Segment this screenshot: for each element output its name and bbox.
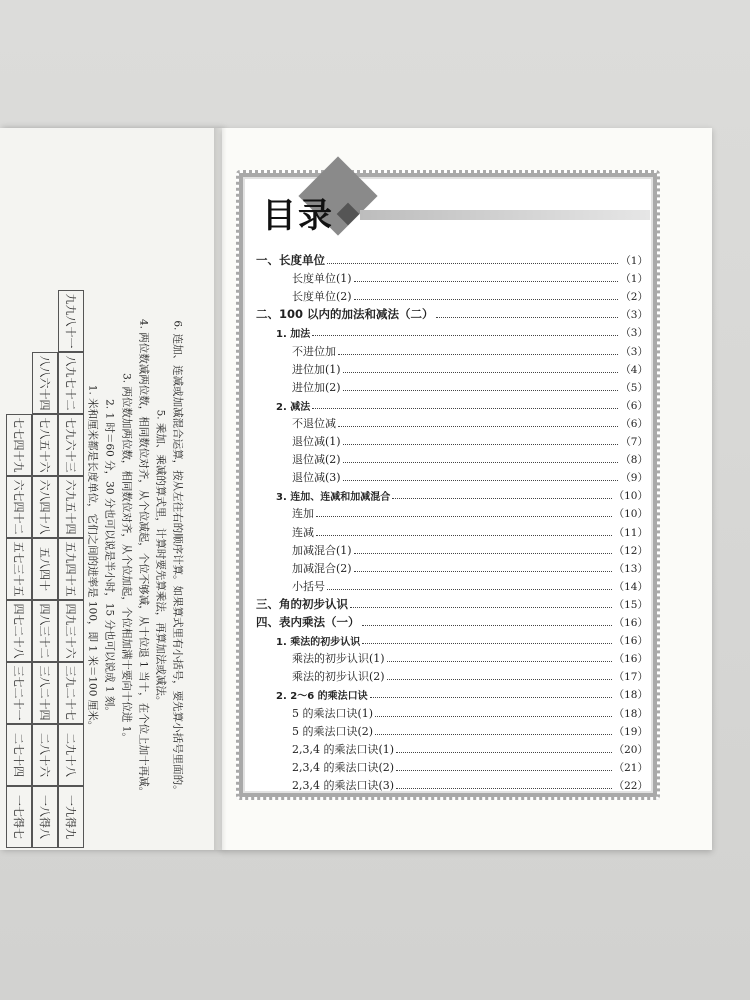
multiplication-cell [6,786,32,848]
multiplication-cell-text: 一八得八 [38,795,51,839]
toc-entry-label: 退位减(1) [292,435,341,448]
multiplication-cell [32,352,58,414]
toc-entry [292,411,648,431]
toc-title: 目录 [262,196,334,236]
toc-entry [256,610,648,630]
multiplication-cell-text: 二九十八 [64,733,77,777]
toc-entry [292,284,648,304]
toc-entry-page: （14） [613,580,648,593]
multiplication-cell-text: 五九四十五 [64,541,77,597]
toc-entry-label: 退位减(2) [292,453,341,467]
toc-leader-dots [354,552,612,554]
toc-entry-label: 2. 2～6 的乘法口诀 [276,691,368,703]
toc-entry [292,429,648,449]
toc-leader-dots [387,660,612,662]
toc-entry-label: 进位加(1) [292,362,341,376]
toc-entry-page: （1） [620,273,648,286]
toc-entry-page: （3） [620,327,648,340]
toc-entry [292,520,648,540]
toc-entry-label: 连加 [292,507,314,521]
toc-entry-page: （18） [613,707,648,720]
toc-leader-dots [343,443,619,445]
toc-entry [292,375,648,395]
toc-entry [292,646,648,666]
toc-entry-page: （3） [620,345,648,358]
toc-entry-page: （18） [613,689,648,702]
multiplication-cell-text: 四七二十八 [12,603,25,659]
toc-entry [276,483,648,503]
book-spine [214,128,232,850]
toc-leader-dots [436,316,619,318]
toc-entry-page: （10） [613,508,648,521]
toc-entry [276,682,648,702]
multiplication-cell-text: 五八四十 [38,547,51,591]
multiplication-cell [6,476,32,538]
toc-entry [292,447,648,467]
toc-entry-page: （3） [620,309,648,322]
multiplication-cell [32,414,58,476]
toc-leader-dots [316,515,612,517]
toc-entry-label: 连减 [292,525,314,539]
multiplication-cell [58,414,84,476]
summary-notes [86,278,196,838]
toc-leader-dots [375,733,612,735]
multiplication-cell [32,538,58,600]
toc-entry [292,501,648,521]
multiplication-cell-text: 四九三十六 [64,603,77,659]
summary-note [120,278,134,838]
multiplication-cell [6,414,32,476]
multiplication-cell-text: 三九二十七 [64,665,77,721]
toc-entry-label: 加减混合(1) [292,543,352,557]
multiplication-cell-text: 七八五十六 [38,417,51,473]
toc-leader-dots [392,497,611,499]
toc-entry-label: 乘法的初步认识(1) [292,652,385,666]
toc-entry-label: 1. 加法 [276,329,311,341]
toc-entry-page: （13） [613,562,648,575]
toc-entry-page: （9） [620,472,648,485]
toc-entry-label: 5 的乘法口诀(1) [292,706,374,720]
multiplication-cell-text: 二八十六 [38,733,51,777]
multiplication-cell-text: 八九七十二 [64,355,77,411]
toc-entry-page: （4） [620,363,648,376]
summary-note [137,278,151,838]
toc-leader-dots [396,769,612,771]
toc-entry [292,357,648,377]
toc-leader-dots [343,371,619,373]
toc-entry-page: （16） [613,635,648,648]
toc-entry-label: 乘法的初步认识(2) [292,670,385,684]
toc-leader-dots [387,678,612,680]
toc-entry-label: 不进位加 [292,344,336,358]
toc-entry [276,393,648,413]
toc-entry-page: （21） [613,761,648,774]
toc-entry [292,719,648,739]
toc-entry-page: （11） [613,526,648,539]
multiplication-cell-text: 五七三十五 [12,541,25,597]
toc-leader-dots [343,461,619,463]
multiplication-cell [58,786,84,848]
toc-entry-page: （6） [620,399,648,412]
toc-entry-page: （8） [620,454,648,467]
toc-entry-label: 四、表内乘法（一） [256,615,360,629]
toc-entry-page: （16） [613,617,648,629]
toc-entry [292,556,648,576]
toc-entry-page: （2） [620,291,648,304]
toc-leader-dots [316,534,612,536]
toc-entry-page: （1） [620,255,648,267]
multiplication-cell-text: 一九得九 [64,795,77,839]
multiplication-cell [32,600,58,662]
multiplication-cell-text: 六八四十八 [38,479,51,535]
multiplication-cell [32,724,58,786]
title-bar-decoration [360,210,650,220]
toc-entry-label: 2,3,4 的乘法口诀(3) [292,778,395,792]
toc-entry [292,701,648,721]
multiplication-cell-text: 八八六十四 [38,355,51,411]
toc-entry-label: 长度单位(2) [292,290,352,304]
toc-entry-label: 长度单位(1) [292,272,352,286]
toc-entry [256,302,648,322]
toc-leader-dots [350,606,612,608]
multiplication-cell [32,476,58,538]
toc-leader-dots [343,479,619,481]
toc-leader-dots [338,425,618,427]
toc-entry-label: 1. 乘法的初步认识 [276,637,361,649]
toc-entry [292,737,648,757]
toc-entry-page: （10） [613,490,648,503]
multiplication-cell [58,290,84,352]
toc-entry-label: 三、角的初步认识 [256,596,348,611]
toc-entry [276,628,648,648]
toc-leader-dots [327,588,612,590]
multiplication-cell [6,600,32,662]
toc-leader-dots [396,751,612,753]
multiplication-cell [6,538,32,600]
toc-entry-label: 小括号 [292,579,325,593]
multiplication-cell-text: 二七十四 [12,733,25,777]
toc-entry-label: 3. 连加、连减和加减混合 [276,492,391,504]
toc-entry [292,574,648,594]
toc-entry-label: 不退位减 [292,416,336,430]
toc-entry-label: 2. 减法 [276,401,311,413]
multiplication-cell-text: 九九八十一 [64,293,77,349]
toc-leader-dots [327,262,618,264]
toc-entry-page: （12） [613,544,648,557]
toc-leader-dots [338,353,618,355]
toc-leader-dots [375,715,612,717]
toc-entry-label: 一、长度单位 [256,253,325,267]
summary-note [103,278,117,838]
multiplication-cell [58,662,84,724]
summary-note-text: 4. 两位数减两位数，相同数位对齐，从个位减起，个位不够减，从十位退 1 当十，在个位上加十再减。 [137,318,150,798]
multiplication-cell-text: 三七二十一 [12,665,25,721]
multiplication-cell [32,662,58,724]
toc-leader-dots [312,334,618,336]
toc-entry-label: 退位减(3) [292,471,341,485]
toc-leader-dots [370,696,612,698]
toc-entry [256,248,648,268]
multiplication-cell-text: 四八三十二 [38,603,51,659]
summary-note-text: 1. 米和厘米都是长度单位，它们之间的进率是 100，即 1 米＝100 厘米。 [86,384,99,732]
toc-entry-page: （19） [613,725,648,738]
summary-note-text: 3. 两位数加两位数，相同数位对齐，从个位加起，个位相加满十要向十位进 1。 [120,373,133,743]
multiplication-cell-text: 一七得七 [12,795,25,839]
multiplication-cell [6,662,32,724]
toc-entry [292,339,648,359]
summary-note-text: 5. 乘加、乘减的算式里，计算时要先算乘法，再算加法或减法。 [154,409,167,707]
toc-leader-dots [343,389,619,391]
multiplication-cell [58,352,84,414]
toc-entry-page: （15） [613,598,648,611]
summary-note [171,278,185,838]
toc-entry-label: 2,3,4 的乘法口诀(1) [292,742,395,756]
toc-entry [276,320,648,340]
summary-note [154,278,168,838]
toc-leader-dots [362,624,612,626]
toc-leader-dots [362,642,611,644]
toc-entry-label: 2,3,4 的乘法口诀(2) [292,760,395,774]
multiplication-cell [6,724,32,786]
toc-entry-label: 进位加(2) [292,380,341,394]
toc-entry [256,592,648,612]
toc-entry [292,664,648,684]
toc-leader-dots [354,298,619,300]
toc-entry-label: 加减混合(2) [292,561,352,575]
toc-leader-dots [354,570,612,572]
multiplication-cell-text: 七七四十九 [12,417,25,473]
multiplication-cell-text: 六九五十四 [64,479,77,535]
summary-note [86,278,100,838]
toc-entry [292,538,648,558]
toc-entry-page: （17） [613,671,648,684]
toc-entry [292,465,648,485]
left-page [0,128,222,850]
multiplication-cell [58,724,84,786]
toc-entry-page: （6） [620,417,648,430]
toc-entry-label: 二、100 以内的加法和减法（二） [256,307,434,322]
multiplication-cell-text: 六七四十二 [12,479,25,535]
multiplication-cell-text: 七九六十三 [64,417,77,473]
multiplication-cell [58,538,84,600]
summary-note-text: 2. 1 时＝60 分，30 分也可以说是半小时，15 分也可以说成 1 刻。 [103,399,116,717]
toc-entry-page: （16） [613,653,648,666]
toc-entry-page: （20） [613,743,648,756]
toc-entry [292,755,648,775]
toc-leader-dots [354,280,619,282]
toc-leader-dots [396,787,612,789]
multiplication-cell-text: 三八二十四 [38,665,51,721]
toc-entry-page: （22） [613,779,648,792]
toc-entry-page: （7） [620,436,648,448]
toc-entry [292,266,648,286]
toc-entry-label: 5 的乘法口诀(2) [292,724,374,738]
multiplication-cell [32,786,58,848]
toc-entry-page: （5） [620,381,648,394]
toc-leader-dots [312,407,618,409]
toc-entry [292,773,648,793]
multiplication-cell [58,600,84,662]
multiplication-cell [58,476,84,538]
summary-note-text: 6. 连加、连减或加减混合运算，按从左往右的顺序计算。如果算式里有小括号，要先算小括号里面的。 [171,320,184,796]
